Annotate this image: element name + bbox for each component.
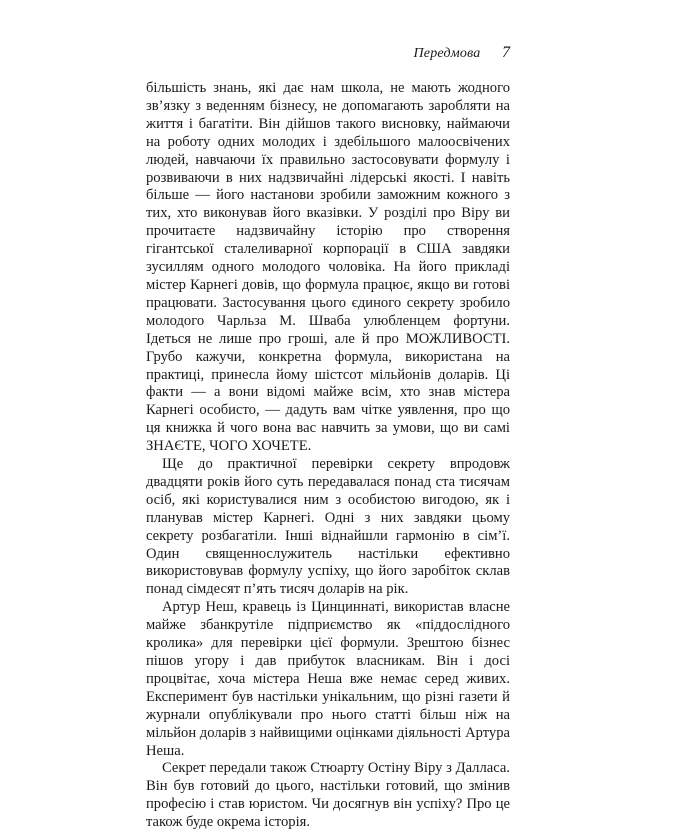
paragraph: Артур Неш, кравець із Цинциннаті, використав власне майже збанкрутіле підприємство як «піддослідного кролика» для перевірки цієї формули. Зрештою бізнес пішов угору і дав прибуток власникам. Він і досі процвітає, хоча містера Неша вже немає серед живих. Експеримент був настільки унікальним, що різні газети й журнали опублікували про нього статті більш ніж на мільйон доларів з найвищими оцінками діяльності Артура Неша. [146, 599, 510, 759]
paragraph: Ще до практичної перевірки секрету впродовж двадцяти років його суть передавалася понад ста тисячам осіб, які користувалися ним з особистою вигодою, як і планував містер Карнегі. Одні з них завдяки цьому секрету розбагатіли. Інші віднайшли гармонію в сім’ї. Один священнослужитель настільки ефективно використовував формулу успіху, що його заробіток склав понад сімдесят п’ять тисяч доларів на рік. [146, 456, 510, 598]
running-header [146, 44, 510, 63]
body-text [146, 80, 510, 832]
section-title: Передмова [413, 46, 481, 61]
page-number: 7 [502, 44, 510, 61]
paragraph: Секрет передали також Стюарту Остіну Віру з Далласа. Він був готовий до цього, настільки готовий, що змінив професію і став юристом. Чи досягнув він успіху? Про це також буде окрема історія. [146, 760, 510, 831]
paragraph-continued: більшість знань, які дає нам школа, не мають жодного зв’язку з веденням бізнесу, не допомагають заробляти на життя і багатіти. Він дійшов такого висновку, наймаючи на роботу одних молодих і здебільшого малоосвічених людей, навчаючи їх правильно застосовувати формулу і розвиваючи в них надзвичайні лідерські якості. І навіть більше — його настанови зробили заможним кожного з тих, хто виконував його вказівки. У розділі про Віру ви прочитаєте надзвичайну історію про створення гігантської сталеливарної корпорації в США завдяки зусиллям одного молодого чоловіка. На його прикладі містер Карнегі довів, що формула працює, якщо ви готові працювати. Застосування цього єдиного секрету зробило молодого Чарльза М. Шваба улюбленцем фортуни. Ідеться не лише про гроші, але й про МОЖЛИВОСТІ. Грубо кажучи, конкретна формула, використана на практиці, принесла йому шістсот мільйонів доларів. Ці факти — а вони відомі майже всім, хто знав містера Карнегі особисто, — дадуть вам чітке уявлення, про що ця книжка й чого вона вас навчить за умови, що ви самі ЗНАЄТЕ, ЧОГО ХОЧЕТЕ. [146, 80, 510, 455]
